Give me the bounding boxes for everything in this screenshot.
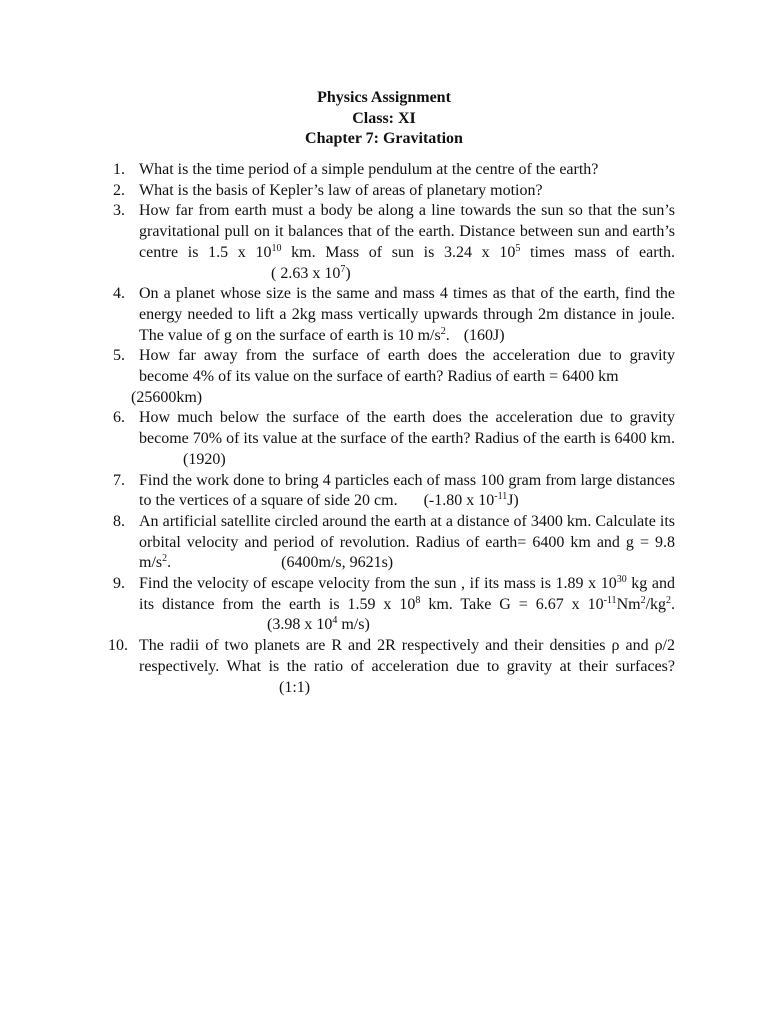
question-5 xyxy=(113,346,675,408)
question-number: 9. xyxy=(113,575,125,593)
answer xyxy=(271,264,351,285)
exponent: 4 xyxy=(332,615,338,627)
question-text: How far from earth must a body be along a line towards the sun so that the sun’s gravitational pull on it balances that of the earth. Distance between sun and earth’s centre is 1.5 x 10 xyxy=(139,202,675,261)
exponent: 2 xyxy=(162,553,168,565)
question-number: 5. xyxy=(113,347,125,365)
question-text: kg and its distance from the earth is 1.59 x 10 xyxy=(139,575,675,613)
class-line: Class: XI xyxy=(352,109,416,127)
exponent: 5 xyxy=(515,242,521,254)
answer: (6400m/s, 9621s) xyxy=(281,554,394,572)
answer xyxy=(267,615,370,636)
question-list xyxy=(108,160,676,698)
document-header xyxy=(0,88,768,150)
question-text: times mass of earth. xyxy=(520,243,676,261)
answer-text: ) xyxy=(345,264,351,282)
answer: (1920) xyxy=(183,450,226,468)
question-8 xyxy=(113,512,675,574)
question-number: 3. xyxy=(113,202,125,220)
answer: (25600km) xyxy=(131,388,203,406)
chapter-line: Chapter 7: Gravitation xyxy=(305,130,463,147)
question-text: What is the basis of Kepler’s law of areas of planetary motion? xyxy=(139,181,543,199)
question-number: 1. xyxy=(113,161,125,178)
question-number: 6. xyxy=(113,409,125,427)
question-text: . xyxy=(445,326,450,344)
question-number: 10. xyxy=(108,637,128,655)
question-text: Find the work done to bring 4 particles each of mass 100 gram from large distances to the vertices of a square of side 20 cm. xyxy=(139,471,675,510)
exponent: 2 xyxy=(640,594,646,606)
assignment-title: Physics Assignment xyxy=(317,89,451,106)
question-text: . xyxy=(671,595,676,613)
question-text: /kg xyxy=(645,595,667,613)
question-text: km. Take G = 6.67 x 10 xyxy=(420,595,604,613)
question-text: How far away from the surface of earth does the acceleration due to gravity become 4% of its value on the surface of earth? Radius of earth = 6400 km xyxy=(139,347,675,386)
exponent: 30 xyxy=(616,574,627,586)
question-4 xyxy=(113,284,675,346)
exponent: 7 xyxy=(340,263,346,275)
question-3 xyxy=(113,201,675,284)
question-text: . xyxy=(167,554,172,572)
exponent: 2 xyxy=(440,325,446,337)
question-number: 8. xyxy=(113,512,125,530)
answer-text: (-1.80 x 10 xyxy=(423,492,495,510)
question-text: How much below the surface of the earth does the acceleration due to gravity become 70% of its value at the surface of the earth? Radius of the earth is 6400 km. xyxy=(139,409,675,448)
question-6 xyxy=(113,408,675,470)
question-1 xyxy=(113,160,675,181)
exponent: 8 xyxy=(415,594,421,606)
question-number: 2. xyxy=(113,181,125,199)
question-7 xyxy=(113,471,675,512)
question-number: 4. xyxy=(113,285,125,303)
question-9 xyxy=(113,574,675,636)
question-text: Find the velocity of escape velocity from the sun , if its mass is 1.89 x 10 xyxy=(139,575,617,593)
answer-text: J) xyxy=(507,492,519,510)
question-text: Nm xyxy=(616,595,641,613)
exponent: 10 xyxy=(271,242,282,254)
answer xyxy=(424,491,519,512)
answer: (160J) xyxy=(463,326,505,344)
question-number: 7. xyxy=(113,471,125,489)
question-text: km. Mass of sun is 3.24 x 10 xyxy=(281,243,516,261)
answer-text: m/s) xyxy=(337,616,370,634)
exponent: -11 xyxy=(603,594,617,606)
question-text: On a planet whose size is the same and mass 4 times as that of the earth, find the energy needed to lift a 2kg mass vertically upwards through 2m distance in joule. The value of g on the surface of earth is 10 m/s xyxy=(139,285,675,344)
question-text: What is the time period of a simple pendulum at the centre of the earth? xyxy=(139,161,599,178)
answer-text: ( 2.63 x 10 xyxy=(271,264,341,282)
question-text: An artificial satellite circled around the earth at a distance of 3400 km. Calculate its orbital velocity and period of revolution. Radius of earth= 6400 km and g = 9.8 m/s xyxy=(139,512,675,572)
answer-text: (3.98 x 10 xyxy=(267,616,333,634)
question-2 xyxy=(113,181,675,202)
exponent: 2 xyxy=(666,594,672,606)
question-10 xyxy=(108,636,675,698)
question-text: The radii of two planets are R and 2R respectively and their densities ρ and ρ/2 respectively. What is the ratio of acceleration due to gravity at their surfaces? xyxy=(139,637,675,675)
exponent: -11 xyxy=(494,491,508,503)
answer: (1:1) xyxy=(279,678,311,696)
